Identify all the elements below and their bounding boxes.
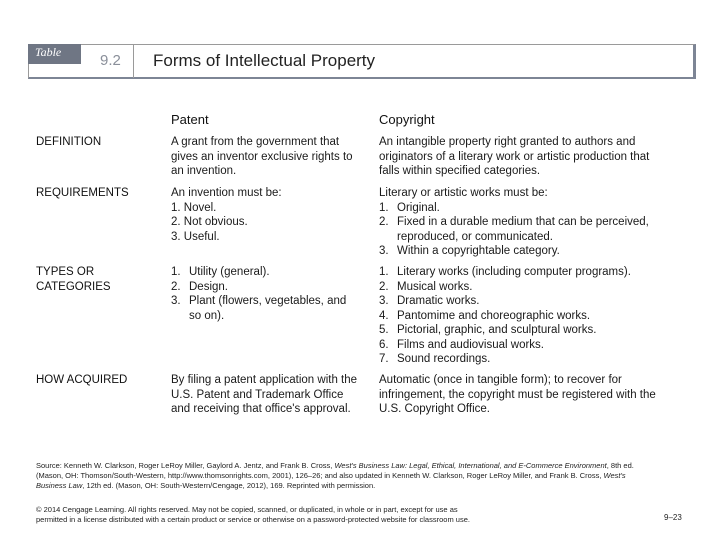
requirements-patent-cell [171, 186, 371, 244]
list-item [379, 265, 679, 280]
list-text: Utility (general). [189, 266, 270, 278]
list-text: Within a copyrightable category. [397, 245, 560, 257]
list-text: Films and audiovisual works. [397, 338, 545, 351]
list-text: Literary works (including computer programs). [397, 266, 631, 278]
text-line: infringement, the copyright must be registered with the [379, 388, 656, 401]
requirements-copyright-list [379, 201, 679, 259]
list-number: 1. [379, 201, 389, 214]
source-note [36, 461, 636, 491]
definition-patent-cell [171, 135, 371, 179]
source-middle: , 8th ed. (Mason, OH: Thomson/South-Western, http://www.thomsonrights.com, 2001), 126–26; and also updated in Kenneth W. Clarkson, Roger LeRoy Miller, and Frank B. Cross, [36, 461, 634, 480]
list-text: Musical works. [397, 280, 473, 293]
list-number: 2. [171, 280, 181, 293]
text-line: An intangible property right granted to authors and [379, 136, 636, 148]
list-number: 2. [379, 216, 389, 228]
list-text-continued: reproduced, or communicated. [397, 230, 553, 243]
text-line: gives an inventor exclusive rights to [171, 150, 353, 163]
acquired-copyright-cell [379, 373, 679, 417]
list-number: 1. [171, 266, 181, 278]
text-line: Automatic (once in tangible form); to recover for [379, 374, 622, 386]
list-text: Sound recordings. [397, 353, 491, 365]
list-text: Pictorial, graphic, and sculptural works. [397, 324, 597, 336]
list-text: Original. [397, 201, 440, 214]
table-tab-label: Table [28, 44, 81, 64]
text-line: CATEGORIES [36, 280, 111, 293]
copyright-notice [36, 505, 596, 525]
list-item [379, 323, 679, 338]
column-header-patent: Patent [171, 112, 209, 127]
list-number: 3. [379, 295, 389, 307]
row-label-definition: DEFINITION [36, 136, 102, 148]
copyright-line: permitted in a license distributed with a certain product or service or otherwise on a password-protected website for classroom use. [36, 515, 470, 524]
list-item [379, 244, 679, 259]
list-number: 5. [379, 324, 389, 336]
list-text: Pantomime and choreographic works. [397, 309, 591, 322]
list-text: Dramatic works. [397, 295, 480, 307]
list-number: 3. [379, 245, 389, 257]
list-number: 7. [379, 353, 389, 365]
list-item [379, 338, 679, 353]
text-line: an invention. [171, 165, 237, 177]
table-number: 9.2 [100, 52, 121, 69]
list-item [379, 294, 679, 309]
list-number: 3. [171, 295, 181, 307]
source-book-title: West's Business Law: Legal, Ethical, International, and E-Commerce Environment [334, 461, 607, 470]
list-text: Plant (flowers, vegetables, and [189, 295, 347, 307]
list-item [171, 294, 371, 323]
page-number: 9–23 [664, 513, 682, 522]
text-line: U.S. Patent and Trademark Office [171, 388, 344, 401]
requirements-copyright-cell [379, 186, 679, 259]
list-text-continued: so on). [189, 309, 225, 322]
table-title: Forms of Intellectual Property [153, 51, 376, 70]
list-item [379, 309, 679, 324]
types-patent-list [171, 265, 371, 323]
row-label-types [36, 265, 111, 294]
text-line: 3. Useful. [171, 230, 220, 243]
text-line: A grant from the government that [171, 136, 340, 148]
text-line: and receiving that office's approval. [171, 403, 351, 415]
header-divider [133, 44, 134, 78]
source-prefix: Source: Kenneth W. Clarkson, Roger LeRoy Miller, Gaylord A. Jentz, and Frank B. Cross, [36, 461, 335, 470]
acquired-patent-cell [171, 373, 371, 417]
list-number: 1. [379, 266, 389, 278]
copyright-line: © 2014 Cengage Learning. All rights reserved. May not be copied, scanned, or duplicated, in whole or in part, except for use as [36, 505, 458, 514]
text-line: 2. Not obvious. [171, 216, 248, 228]
list-item [379, 201, 679, 216]
list-number: 4. [379, 309, 389, 322]
types-patent-cell [171, 265, 371, 323]
column-header-copyright: Copyright [379, 112, 435, 127]
list-number: 2. [379, 280, 389, 293]
list-item [379, 215, 679, 244]
row-label-how-acquired: HOW ACQUIRED [36, 374, 128, 386]
text-line: TYPES OR [36, 266, 95, 278]
list-number: 6. [379, 338, 389, 351]
row-label-requirements: REQUIREMENTS [36, 187, 129, 199]
text-line: By filing a patent application with the [171, 374, 358, 386]
list-item [379, 280, 679, 295]
text-line: An invention must be: [171, 187, 282, 199]
list-item [379, 352, 679, 367]
list-text: Design. [189, 280, 228, 293]
list-text: Fixed in a durable medium that can be perceived, [397, 216, 649, 228]
text-line: falls within specified categories. [379, 165, 541, 177]
text-line: U.S. Copyright Office. [379, 403, 490, 415]
types-copyright-list [379, 265, 679, 367]
list-item [171, 265, 371, 280]
text-line: 1. Novel. [171, 201, 217, 214]
text-line: Literary or artistic works must be: [379, 187, 548, 199]
list-item [171, 280, 371, 295]
source-book-title: West's Business Law [36, 471, 626, 490]
text-line: originators of a literary work or artistic production that [379, 150, 650, 163]
types-copyright-cell [379, 265, 679, 367]
definition-copyright-cell [379, 135, 679, 179]
source-suffix: , 12th ed. (Mason, OH: South-Western/Cengage, 2012), 169. Reprinted with permission. [82, 481, 376, 490]
